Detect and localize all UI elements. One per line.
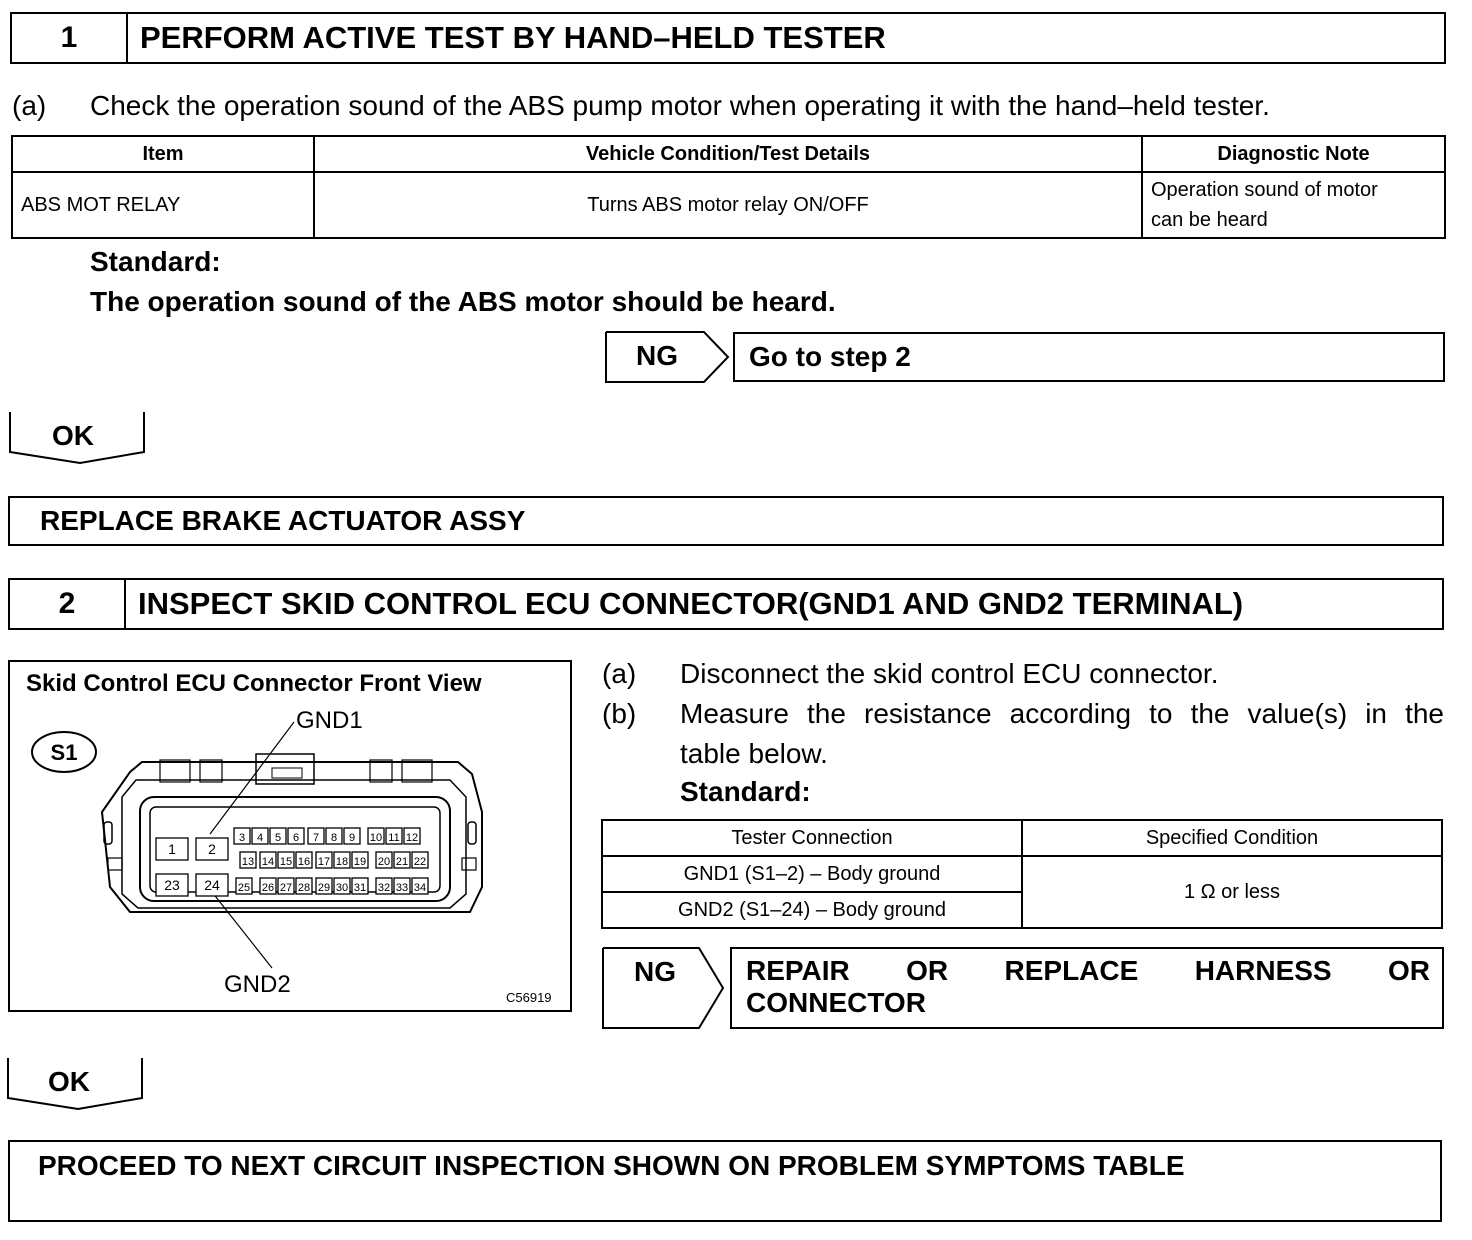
pin-label-10: 10 [369, 832, 383, 844]
pin-label-5: 5 [274, 832, 282, 844]
table-header-detail: Vehicle Condition/Test Details [314, 136, 1142, 172]
pin-label-31: 31 [353, 882, 367, 894]
step1-number: 1 [12, 14, 128, 62]
pin-label-25: 25 [237, 882, 251, 894]
pin-label-33: 33 [395, 882, 409, 894]
pin-label-21: 21 [395, 856, 409, 868]
step2-instr-b-text-2: table below. [680, 738, 828, 769]
step1-title: PERFORM ACTIVE TEST BY HAND–HELD TESTER [140, 20, 886, 55]
table-header-note: Diagnostic Note [1142, 136, 1445, 172]
step1-result-box [8, 496, 1444, 546]
pin-label-12: 12 [405, 832, 419, 844]
spec-row-gnd2: GND2 (S1–24) – Body ground [602, 892, 1022, 928]
spec-condition: 1 Ω or less [1022, 856, 1442, 928]
table-cell-note [1142, 172, 1445, 238]
pin-label-23: 23 [164, 877, 180, 893]
step1-ng-label: NG [636, 340, 678, 371]
table-cell-item: ABS MOT RELAY [12, 172, 314, 238]
pin-label-20: 20 [377, 856, 391, 868]
figure-code: C56919 [506, 990, 552, 1005]
spec-header-connection: Tester Connection [602, 820, 1022, 856]
step2-instr-b-text: Measure the resistance according to the value(s) in the [680, 698, 1444, 729]
pin-label-16: 16 [297, 856, 311, 868]
ng-word-1: REPAIR [746, 955, 850, 986]
pin-label-15: 15 [279, 856, 293, 868]
note-line-1: Operation sound of motor [1151, 179, 1378, 201]
ng-word-5: OR [1388, 955, 1430, 986]
spec-header-condition: Specified Condition [1022, 820, 1442, 856]
pin-label-14: 14 [261, 856, 275, 868]
step2-ng-action-line1 [746, 955, 1430, 987]
step2-standard-label: Standard: [680, 776, 811, 807]
pin-label-2: 2 [208, 841, 216, 857]
pin-label-34: 34 [413, 882, 427, 894]
step1-ng-action-box [733, 332, 1445, 382]
ng-word-2: OR [906, 955, 949, 986]
step2-instr-b-label: (b) [602, 698, 637, 729]
step1-header [10, 12, 1446, 64]
step2-instr-a-label: (a) [602, 658, 637, 689]
gnd2-label: GND2 [224, 971, 291, 998]
pin-label-1: 1 [168, 841, 176, 857]
pin-label-7: 7 [312, 832, 320, 844]
step2-ok-label: OK [48, 1066, 90, 1097]
step1-test-table [11, 135, 1446, 239]
note-line-2: can be heard [1151, 209, 1268, 231]
pin-label-3: 3 [238, 832, 246, 844]
connector-diagram [10, 662, 570, 1010]
pin-label-29: 29 [317, 882, 331, 894]
pin-label-30: 30 [335, 882, 349, 894]
step2-instr-a-text: Disconnect the skid control ECU connector. [680, 658, 1219, 689]
pin-label-24: 24 [204, 877, 220, 893]
step1-result-text: REPLACE BRAKE ACTUATOR ASSY [40, 505, 526, 536]
table-header-item: Item [12, 136, 314, 172]
pin-label-19: 19 [353, 856, 367, 868]
step2-spec-table [601, 819, 1443, 929]
step1-standard-text: The operation sound of the ABS motor should be heard. [90, 286, 836, 317]
step2-number: 2 [10, 580, 126, 628]
pin-label-28: 28 [297, 882, 311, 894]
ng-word-3: REPLACE [1004, 955, 1139, 986]
step1-ok-label: OK [52, 420, 94, 451]
gnd1-label: GND1 [296, 707, 363, 734]
pin-label-27: 27 [279, 882, 293, 894]
pin-label-9: 9 [348, 832, 356, 844]
table-cell-detail: Turns ABS motor relay ON/OFF [314, 172, 1142, 238]
pin-label-18: 18 [335, 856, 349, 868]
step2-title: INSPECT SKID CONTROL ECU CONNECTOR(GND1 AND GND2 TERMINAL) [138, 586, 1244, 621]
pin-label-32: 32 [377, 882, 391, 894]
connector-pins [156, 828, 428, 896]
step2-header [8, 578, 1444, 630]
step2-ng-label: NG [634, 956, 676, 987]
connector-figure [8, 660, 572, 1012]
pin-label-8: 8 [330, 832, 338, 844]
step2-ng-action-box [730, 947, 1444, 1029]
step1-instruction-label: (a) [12, 90, 47, 121]
step1-standard-label: Standard: [90, 246, 221, 277]
step2-result-text: PROCEED TO NEXT CIRCUIT INSPECTION SHOWN ON PROBLEM SYMPTOMS TABLE [38, 1150, 1185, 1181]
gnd2-leader [212, 892, 272, 968]
step1-ng-action: Go to step 2 [749, 341, 911, 372]
pin-label-4: 4 [256, 832, 264, 844]
connector-id-label: S1 [50, 740, 78, 765]
step2-ng-action-line2: CONNECTOR [746, 987, 926, 1018]
pin-label-11: 11 [388, 832, 400, 844]
pin-label-26: 26 [261, 882, 275, 894]
pin-label-13: 13 [241, 856, 255, 868]
step2-result-box [8, 1140, 1442, 1222]
pin-label-22: 22 [413, 856, 427, 868]
pin-label-6: 6 [292, 832, 300, 844]
pin-label-17: 17 [317, 856, 331, 868]
step1-instruction-text: Check the operation sound of the ABS pump motor when operating it with the hand–held tester. [90, 90, 1270, 121]
figure-title: Skid Control ECU Connector Front View [26, 670, 482, 697]
spec-row-gnd1: GND1 (S1–2) – Body ground [602, 856, 1022, 892]
ng-word-4: HARNESS [1194, 955, 1332, 986]
